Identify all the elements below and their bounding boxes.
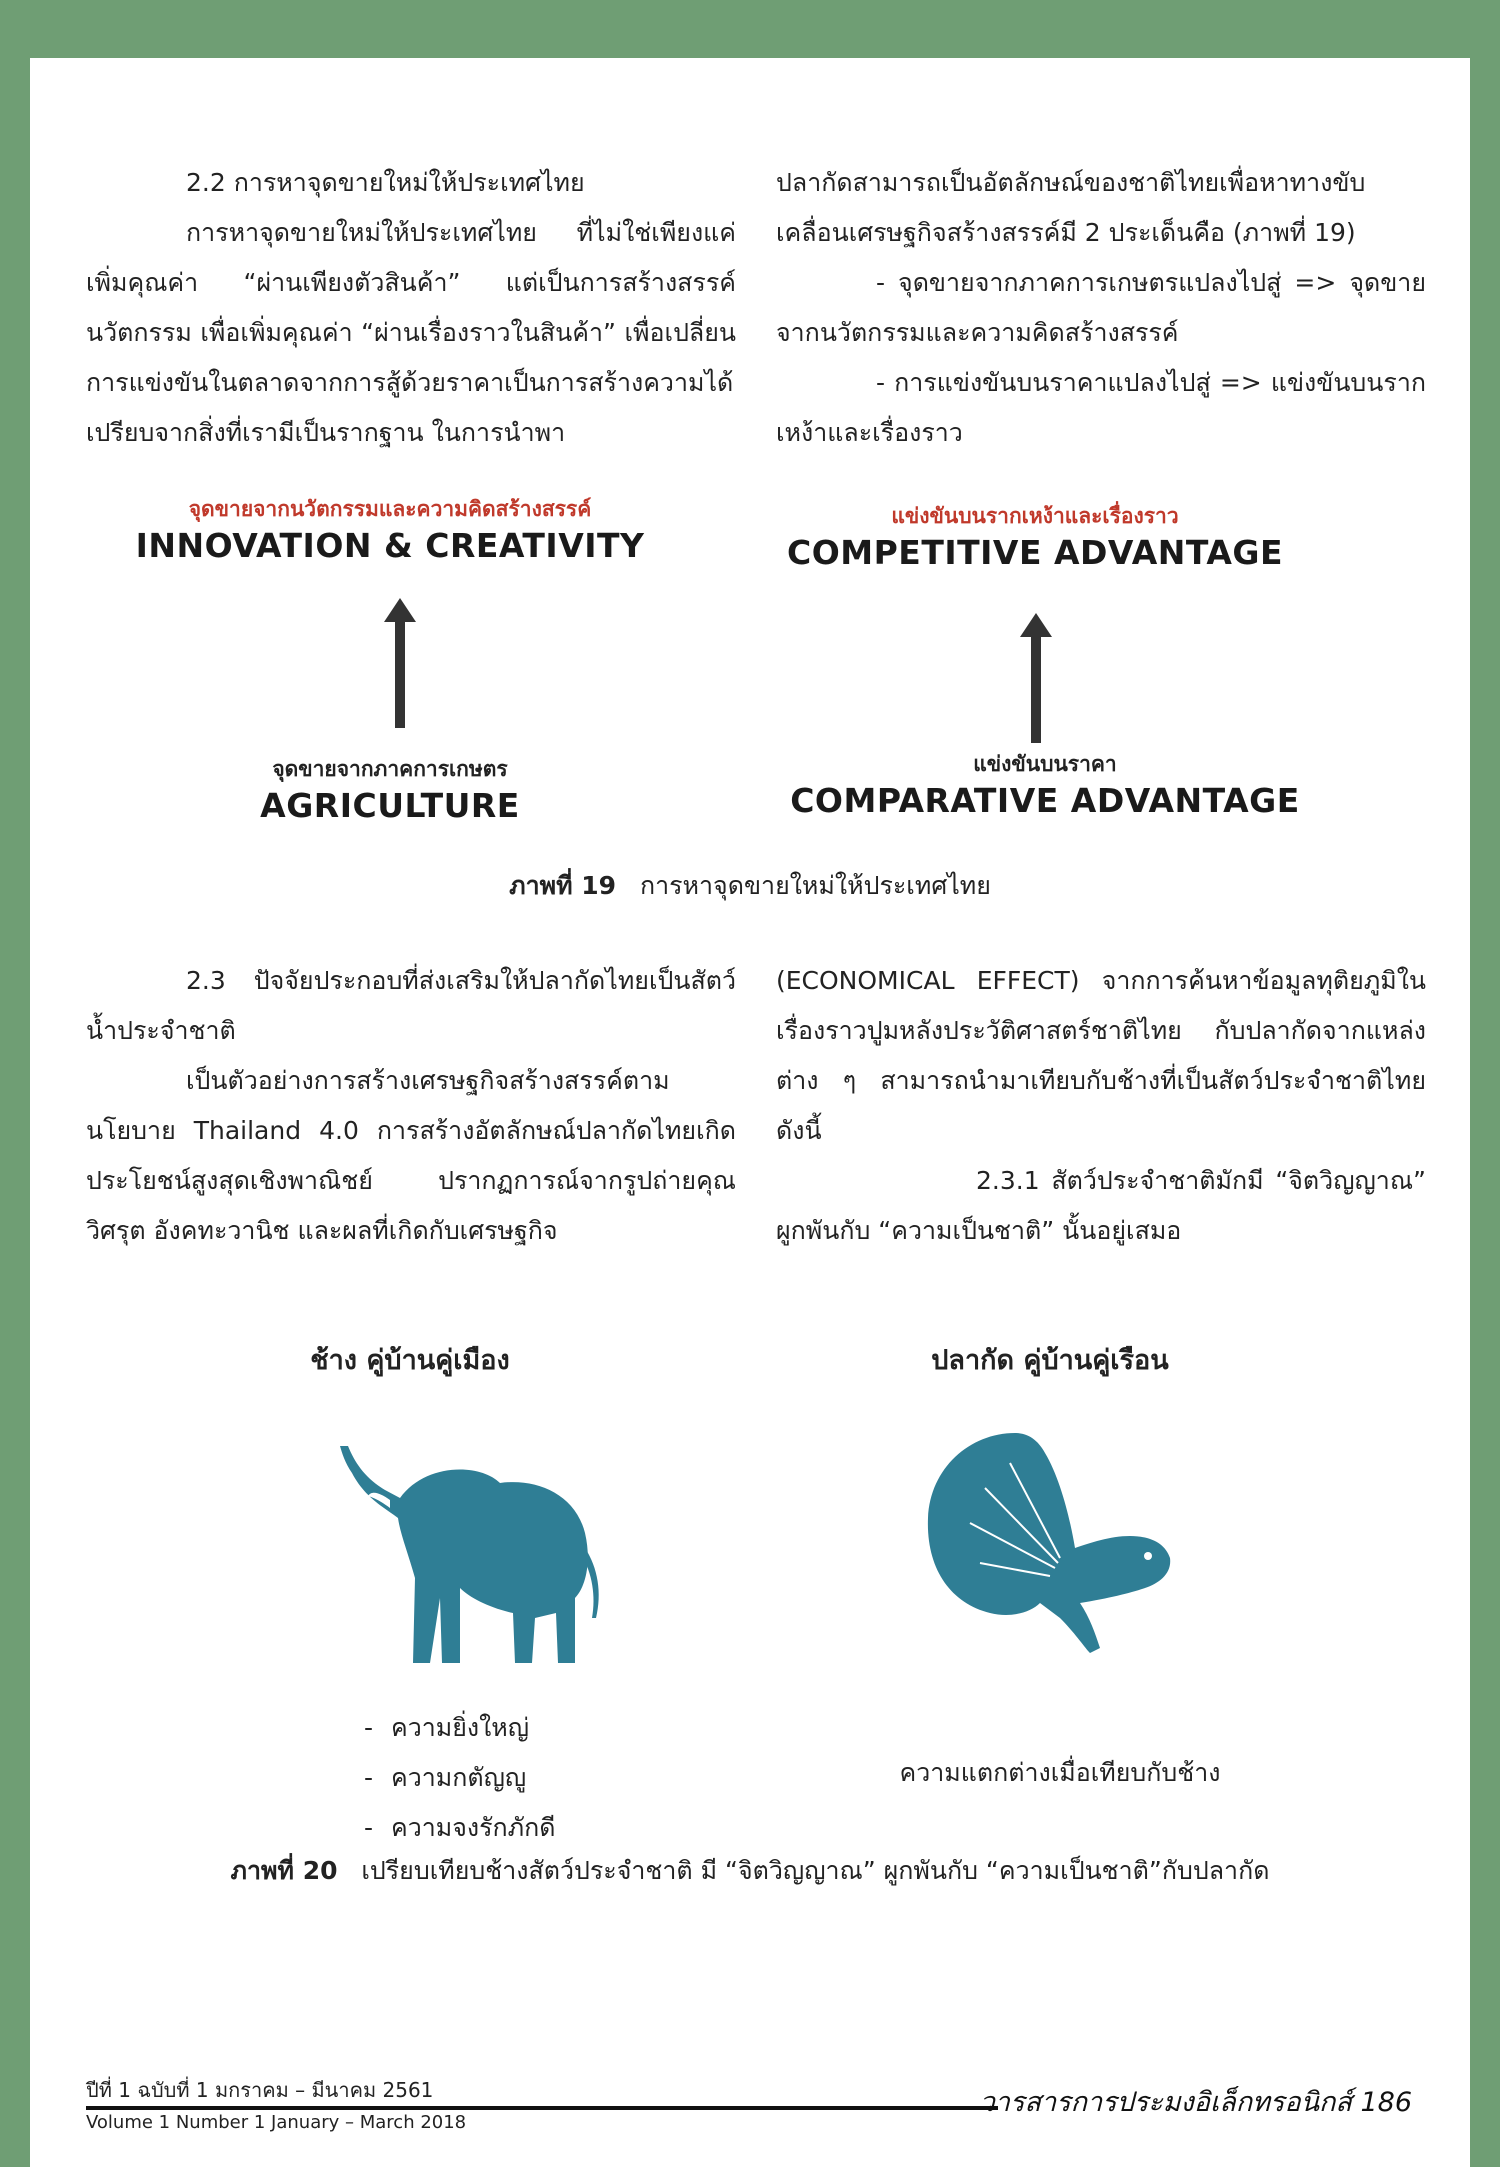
diagram-left-top [130,493,650,565]
betta-fish-icon [910,1418,1180,1658]
competitive-thai-label: แข่งขันบนรากเหง้าและเรื่องราว [891,504,1179,528]
left-column-section-2-3 [86,956,736,1256]
section-2-3-body: เป็นตัวอย่างการสร้างเศรษฐกิจสร้างสรรค์ตามนโยบาย Thailand 4.0 การสร้างอัตลักษณ์ปลากัดไทยเกิดประโยชน์สูงสุดเชิงพาณิชย์ ปรากฏการณ์จากรูปถ่ายคุณวิศรุต อังคทะวานิช และผลที่เกิดกับเศรษฐกิจ [86,1066,736,1245]
elephant-traits-list [364,1703,556,1853]
up-arrow-icon [1018,613,1054,743]
footer-journal-title: วารสารการประมงอิเล็กทรอนิกส์ 186 [979,2087,1412,2118]
figure-20-text: เปรียบเทียบช้างสัตว์ประจำชาติ มี “จิตวิญญาณ” ผูกพันกับ “ความเป็นชาติ”กับปลากัด [361,1856,1270,1885]
footer-issue-thai: ปีที่ 1 ฉบับที่ 1 มกราคม – มีนาคม 2561 [86,2078,434,2102]
section-2-3-heading: 2.3 ปัจจัยประกอบที่ส่งเสริมให้ปลากัดไทยเป็นสัตว์น้ำประจำชาติ [86,966,736,1045]
innovation-label: INNOVATION & CREATIVITY [135,526,645,565]
figure-20-label: ภาพที่ 20 [230,1856,338,1885]
competitive-label: COMPETITIVE ADVANTAGE [787,533,1283,572]
figure-20-caption [30,1851,1470,1891]
figure-19-caption [30,866,1470,906]
section-2-3-1: 2.3.1 สัตว์ประจำชาติมักมี “จิตวิญญาณ” ผูกพันกับ “ความเป็นชาติ” นั้นอยู่เสมอ [776,1166,1426,1245]
diagram-right-top [770,500,1300,572]
comparative-label: COMPARATIVE ADVANTAGE [790,781,1300,820]
footer-issue-english: Volume 1 Number 1 January – March 2018 [86,2112,467,2133]
list-item: - ความกตัญญู [364,1753,556,1803]
right-item-1: - จุดขายจากภาคการเกษตรแปลงไปสู่ => จุดขายจากนวัตกรรมและความคิดสร้างสรรค์ [776,268,1426,347]
right-item-2: - การแข่งขันบนราคาแปลงไปสู่ => แข่งขันบนรากเหง้าและเรื่องราว [776,368,1426,447]
footer-rule [86,2106,998,2110]
innovation-thai-label: จุดขายจากนวัตกรรมและความคิดสร้างสรรค์ [188,497,592,521]
left-column-section-2-2 [86,158,736,458]
elephant-title: ช้าง คู่บ้านคู่เมือง [310,1345,510,1376]
comparative-thai-label: แข่งขันบนราคา [973,752,1117,776]
figure-19-text: การหาจุดขายใหม่ให้ประเทศไทย [639,871,991,900]
right-body-1: ปลากัดสามารถเป็นอัตลักษณ์ของชาติไทยเพื่อหาทางขับเคลื่อนเศรษฐกิจสร้างสรรค์มี 2 ประเด็นคือ (ภาพที่ 19) [776,168,1366,247]
right-body-2: (ECONOMICAL EFFECT) จากการค้นหาข้อมูลทุติยภูมิในเรื่องราวปูมหลังประวัติศาสตร์ชาติไทย กับปลากัดจากแหล่งต่าง ๆ สามารถนำมาเทียบกับช้างที่เป็นสัตว์ประจำชาติไทย ดังนี้ [776,966,1426,1145]
up-arrow-icon [382,598,418,728]
section-2-2-heading: 2.2 การหาจุดขายใหม่ให้ประเทศไทย [186,168,585,197]
right-column-section-2-2 [776,158,1426,458]
fish-trait: ความแตกต่างเมื่อเทียบกับช้าง [899,1758,1221,1787]
figure-19-label: ภาพที่ 19 [509,871,617,900]
section-2-2-body: การหาจุดขายใหม่ให้ประเทศไทย ที่ไม่ใช่เพียงแค่เพิ่มคุณค่า “ผ่านเพียงตัวสินค้า” แต่เป็นการสร้างสรรค์นวัตกรรม เพื่อเพิ่มคุณค่า “ผ่านเรื่องราวในสินค้า” เพื่อเปลี่ยนการแข่งขันในตลาดจากการสู้ด้วยราคาเป็นการสร้างความได้เปรียบจากสิ่งที่เรามีเป็นรากฐาน ในการนำพา [86,218,736,447]
page [30,58,1470,2167]
list-item: - ความยิ่งใหญ่ [364,1703,556,1753]
diagram-right-bottom [770,748,1320,820]
fish-title: ปลากัด คู่บ้านคู่เรือน [931,1345,1169,1376]
agriculture-label: AGRICULTURE [260,786,520,825]
right-column-section-2-3 [776,956,1426,1256]
elephant-icon [330,1438,620,1678]
diagram-left-bottom [130,753,650,825]
list-item: - ความจงรักภักดี [364,1803,556,1853]
agriculture-thai-label: จุดขายจากภาคการเกษตร [272,757,508,781]
